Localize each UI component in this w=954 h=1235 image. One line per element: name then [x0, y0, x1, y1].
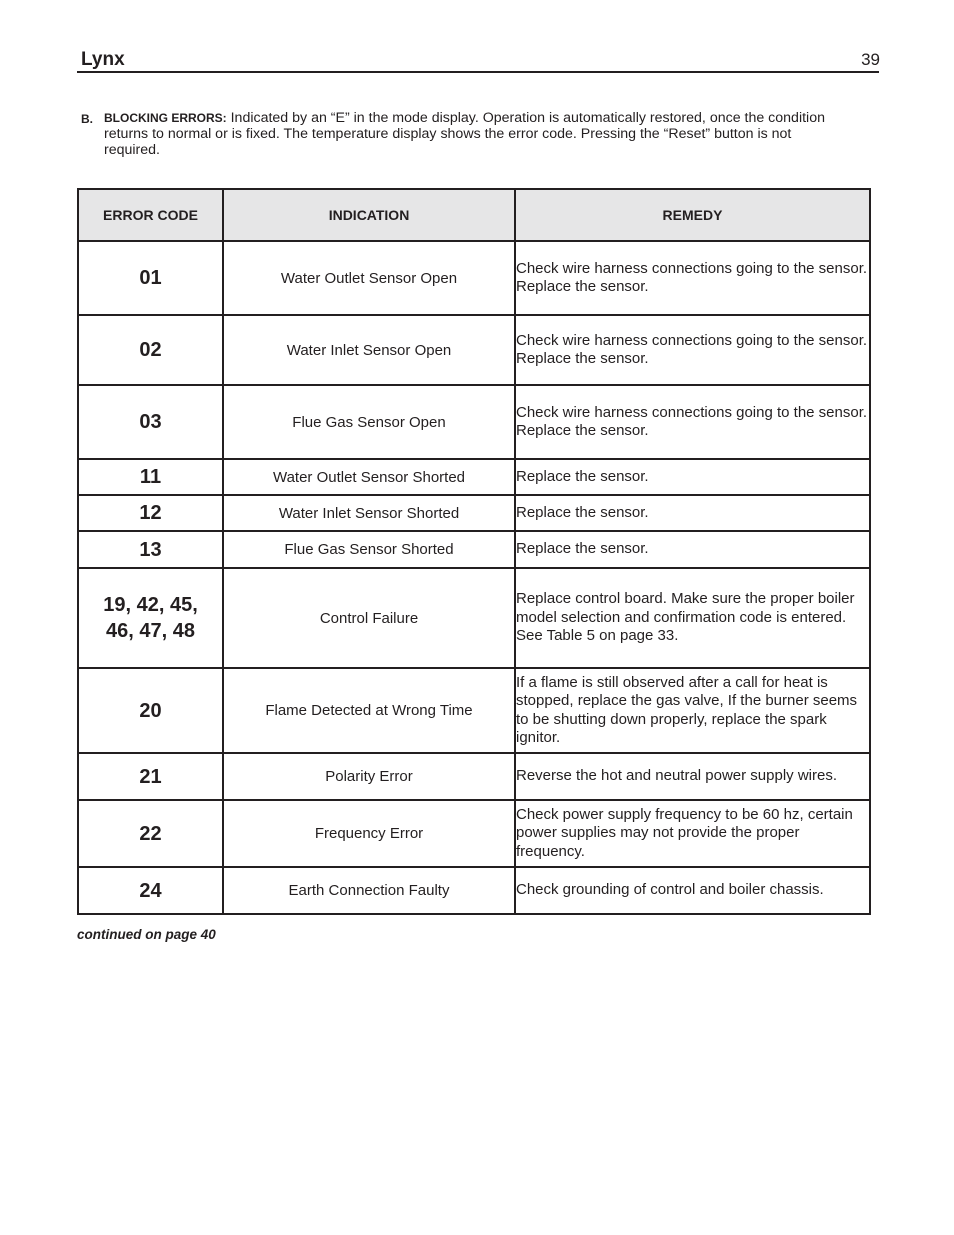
- remedy: [515, 668, 870, 753]
- remedy-line: If a flame is still observed after a call for heat is stopped, replace the gas valve, If the burner seems to be shutting down properly, replace the spark ignitor.: [516, 673, 858, 746]
- indication: Frequency Error: [223, 800, 515, 867]
- error-code: 21: [78, 753, 223, 800]
- indication: Water Inlet Sensor Shorted: [223, 495, 515, 531]
- table-row: [78, 385, 870, 459]
- indication: Control Failure: [223, 568, 515, 668]
- remedy: [515, 568, 870, 668]
- table-row: [78, 315, 870, 385]
- error-code: 03: [78, 385, 223, 459]
- table-row: [78, 531, 870, 568]
- indication: Flue Gas Sensor Shorted: [223, 531, 515, 568]
- indication: Water Inlet Sensor Open: [223, 315, 515, 385]
- remedy: [515, 753, 870, 800]
- table-row: [78, 459, 870, 495]
- remedy-line: Check wire harness connections going to the sensor.: [516, 259, 868, 277]
- table-row: [78, 568, 870, 668]
- remedy: [515, 241, 870, 315]
- table-row: [78, 241, 870, 315]
- error-code: 22: [78, 800, 223, 867]
- indication: Flame Detected at Wrong Time: [223, 668, 515, 753]
- remedy: [515, 459, 870, 495]
- remedy-line: Check wire harness connections going to the sensor.: [516, 403, 868, 421]
- table-row: [78, 495, 870, 531]
- remedy-line: Check power supply frequency to be 60 hz, certain power supplies may not provide the proper frequency.: [516, 805, 853, 860]
- remedy: [515, 800, 870, 867]
- manual-title: Lynx: [81, 49, 125, 70]
- remedy-line: Check wire harness connections going to the sensor.: [516, 331, 868, 349]
- remedy: [515, 495, 870, 531]
- indication: Water Outlet Sensor Shorted: [223, 459, 515, 495]
- remedy-line: Reverse the hot and neutral power supply wires.: [516, 767, 838, 785]
- table-header-row: [78, 189, 870, 241]
- blocking-errors-intro: [81, 110, 851, 158]
- header-error-code: ERROR CODE: [78, 189, 223, 241]
- error-code: 20: [78, 668, 223, 753]
- remedy-line: Replace the sensor.: [516, 422, 649, 439]
- indication: Water Outlet Sensor Open: [223, 241, 515, 315]
- table-row: [78, 867, 870, 914]
- intro-text: Indicated by an “E” in the mode display. Operation is automatically restored, once the condition returns to normal or is fixed. The temperature display shows the error code. Pressing the “Reset” button is not required.: [104, 110, 825, 158]
- header-indication: INDICATION: [223, 189, 515, 241]
- error-code: 02: [78, 315, 223, 385]
- remedy: [515, 531, 870, 568]
- indication: Polarity Error: [223, 753, 515, 800]
- remedy-line: Check grounding of control and boiler chassis.: [516, 881, 824, 899]
- header-rule: [77, 71, 879, 73]
- remedy-line: Replace the sensor.: [516, 467, 649, 485]
- remedy-line: Replace the sensor.: [516, 540, 649, 558]
- header-remedy: REMEDY: [515, 189, 870, 241]
- indication: Flue Gas Sensor Open: [223, 385, 515, 459]
- remedy-line: Replace the sensor.: [516, 278, 649, 295]
- table-row: [78, 800, 870, 867]
- error-code: 24: [78, 867, 223, 914]
- error-code: 19, 42, 45, 46, 47, 48: [78, 568, 223, 668]
- page-number: 39: [861, 50, 880, 69]
- table-row: [78, 668, 870, 753]
- error-code: 13: [78, 531, 223, 568]
- remedy: [515, 315, 870, 385]
- remedy: [515, 385, 870, 459]
- remedy-line: Replace control board. Make sure the proper boiler model selection and confirmation code is entered. See Table 5 on page 33.: [516, 590, 855, 645]
- error-code-table: [77, 188, 871, 915]
- remedy-line: Replace the sensor.: [516, 503, 649, 521]
- remedy-line: Replace the sensor.: [516, 350, 649, 367]
- list-marker: B.: [81, 112, 93, 126]
- continued-note: continued on page 40: [77, 927, 216, 942]
- table-row: [78, 753, 870, 800]
- indication: Earth Connection Faulty: [223, 867, 515, 914]
- error-code: 11: [78, 459, 223, 495]
- intro-paragraph: [104, 110, 851, 158]
- intro-term: BLOCKING ERRORS:: [104, 111, 227, 125]
- error-code: 01: [78, 241, 223, 315]
- remedy: [515, 867, 870, 914]
- error-code: 12: [78, 495, 223, 531]
